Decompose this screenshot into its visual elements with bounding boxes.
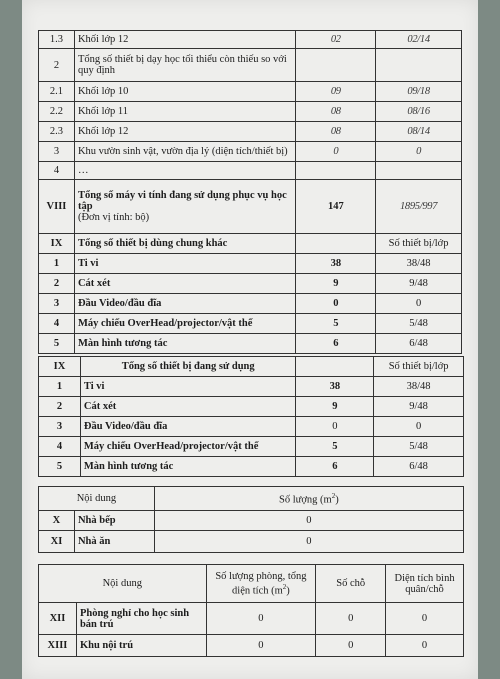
row-no: 5 (39, 334, 75, 354)
row-ratio: 02/14 (376, 31, 462, 49)
table-row (39, 162, 462, 180)
row-ratio: 5/48 (376, 314, 462, 334)
header-area: Diện tích bình quân/chỗ (386, 565, 464, 603)
row-no: 1 (39, 254, 75, 274)
row-ratio: 9/48 (376, 274, 462, 294)
row-content: Đầu Video/đầu đĩa (74, 294, 296, 314)
row-ratio: Số thiết bị/lớp (376, 234, 462, 254)
row-count: 5 (296, 437, 374, 457)
table-row (39, 49, 462, 82)
row-ratio: 6/48 (374, 457, 464, 477)
row-content: Ti vi (80, 377, 296, 397)
row-no: XI (39, 531, 75, 553)
header-content: Nội dung (39, 565, 207, 603)
kitchen-dining-table (38, 486, 464, 553)
row-no: 4 (39, 314, 75, 334)
row-count: 0 (296, 142, 376, 162)
row-count: 6 (296, 457, 374, 477)
row-no: IX (39, 234, 75, 254)
row-count: 9 (296, 397, 374, 417)
row-no: 2 (39, 49, 75, 82)
row-no: 1.3 (39, 31, 75, 49)
table-header-row (39, 565, 464, 603)
row-ratio (376, 162, 462, 180)
row-content: Đầu Video/đầu đĩa (80, 417, 296, 437)
row-count: 02 (296, 31, 376, 49)
table-row (39, 254, 462, 274)
row-count (296, 162, 376, 180)
row-content: Khối lớp 10 (74, 82, 296, 102)
row-count (296, 234, 376, 254)
row-content: Cát xét (80, 397, 296, 417)
row-content: Tổng số thiết bị đang sử dụng (80, 357, 296, 377)
row-content: Khối lớp 12 (74, 122, 296, 142)
table-header-row (39, 357, 464, 377)
row-ratio: 09/18 (376, 82, 462, 102)
row-ratio: Số thiết bị/lớp (374, 357, 464, 377)
row-content: Khối lớp 12 (74, 31, 296, 49)
table-row (39, 142, 462, 162)
row-content: Máy chiếu OverHead/projector/vật thể (80, 437, 296, 457)
row-ratio: 1895/997 (376, 180, 462, 234)
row-quantity: 0 (154, 511, 463, 531)
header-quantity: Số lượng $(m^2)$ (154, 487, 463, 511)
row-no: 1 (39, 377, 81, 397)
table-row (39, 294, 462, 314)
row-ratio: 6/48 (376, 334, 462, 354)
row-content: Khu nội trú (76, 635, 206, 657)
row-ratio: 08/14 (376, 122, 462, 142)
table-row (39, 314, 462, 334)
row-content: Nhà ăn (74, 531, 154, 553)
row-no: XIII (39, 635, 77, 657)
row-content: Nhà bếp (74, 511, 154, 531)
row-no: 3 (39, 294, 75, 314)
row-no: 4 (39, 162, 75, 180)
row-content: Tổng số thiết bị dạy học tối thiểu còn thiếu so với quy định (74, 49, 296, 82)
row-no: 4 (39, 437, 81, 457)
row-content: Khu vườn sinh vật, vườn địa lý (diện tích/thiết bị) (74, 142, 296, 162)
row-content: Phòng nghỉ cho học sinh bán trú (76, 603, 206, 635)
viii-title: Tổng số máy vi tính đang sử dụng phục vụ học tập (77, 190, 287, 212)
row-ratio: 0 (376, 294, 462, 314)
row-no: IX (39, 357, 81, 377)
boarding-table (38, 564, 464, 657)
row-no: 3 (39, 142, 75, 162)
row-count: 147 (296, 180, 376, 234)
row-places: 0 (316, 603, 386, 635)
row-count: 5 (296, 314, 376, 334)
row-count: 08 (296, 122, 376, 142)
row-no: XII (39, 603, 77, 635)
row-content: Khối lớp 11 (74, 102, 296, 122)
table-row (39, 531, 464, 553)
header-content: Nội dung (39, 487, 155, 511)
equipment-in-use-table (38, 356, 464, 477)
row-content: Màn hình tương tác (80, 457, 296, 477)
row-count: 08 (296, 102, 376, 122)
table-row (39, 635, 464, 657)
table-row (39, 397, 464, 417)
table-row (39, 603, 464, 635)
row-ratio: 0 (376, 142, 462, 162)
row-count: 09 (296, 82, 376, 102)
row-quantity: 0 (154, 531, 463, 553)
table-row (39, 437, 464, 457)
table-row (39, 334, 462, 354)
table-row (39, 31, 462, 49)
table-row (39, 457, 464, 477)
row-no: 2.2 (39, 102, 75, 122)
row-no: 2 (39, 274, 75, 294)
row-rooms: 0 (206, 635, 316, 657)
table-row-viii (39, 180, 462, 234)
row-ratio (376, 49, 462, 82)
table-row (39, 122, 462, 142)
row-no: 2.1 (39, 82, 75, 102)
row-content: Tổng số thiết bị dùng chung khác (74, 234, 296, 254)
table-row (39, 102, 462, 122)
row-no: 2 (39, 397, 81, 417)
table-row (39, 82, 462, 102)
row-count: 0 (296, 417, 374, 437)
row-ratio: 0 (374, 417, 464, 437)
row-rooms: 0 (206, 603, 316, 635)
row-ratio: 5/48 (374, 437, 464, 457)
row-count: 9 (296, 274, 376, 294)
table-row (39, 511, 464, 531)
table-row (39, 274, 462, 294)
row-no: VIII (39, 180, 75, 234)
row-places: 0 (316, 635, 386, 657)
row-content: Máy chiếu OverHead/projector/vật thể (74, 314, 296, 334)
row-ratio: 08/16 (376, 102, 462, 122)
row-area: 0 (386, 603, 464, 635)
row-count (296, 357, 374, 377)
row-ratio: 9/48 (374, 397, 464, 417)
table-header-row (39, 487, 464, 511)
table-row (39, 377, 464, 397)
row-no: 2.3 (39, 122, 75, 142)
row-content: … (74, 162, 296, 180)
row-count: 6 (296, 334, 376, 354)
row-content (74, 180, 296, 234)
row-no: X (39, 511, 75, 531)
row-content: Màn hình tương tác (74, 334, 296, 354)
header-rooms: Số lượng phòng, tổng diện tích $(m^2)$ (206, 565, 316, 603)
row-ratio: 38/48 (374, 377, 464, 397)
header-places: Số chỗ (316, 565, 386, 603)
row-count (296, 49, 376, 82)
equipment-table-1 (38, 30, 462, 354)
row-count: 38 (296, 254, 376, 274)
row-no: 3 (39, 417, 81, 437)
row-no: 5 (39, 457, 81, 477)
row-count: 38 (296, 377, 374, 397)
viii-unit: (Đơn vị tính: bộ) (77, 212, 150, 223)
row-ratio: 38/48 (376, 254, 462, 274)
row-area: 0 (386, 635, 464, 657)
row-content: Ti vi (74, 254, 296, 274)
table-row-ix-header (39, 234, 462, 254)
t1-top-rows (39, 31, 462, 354)
table-row (39, 417, 464, 437)
row-content: Cát xét (74, 274, 296, 294)
row-count: 0 (296, 294, 376, 314)
